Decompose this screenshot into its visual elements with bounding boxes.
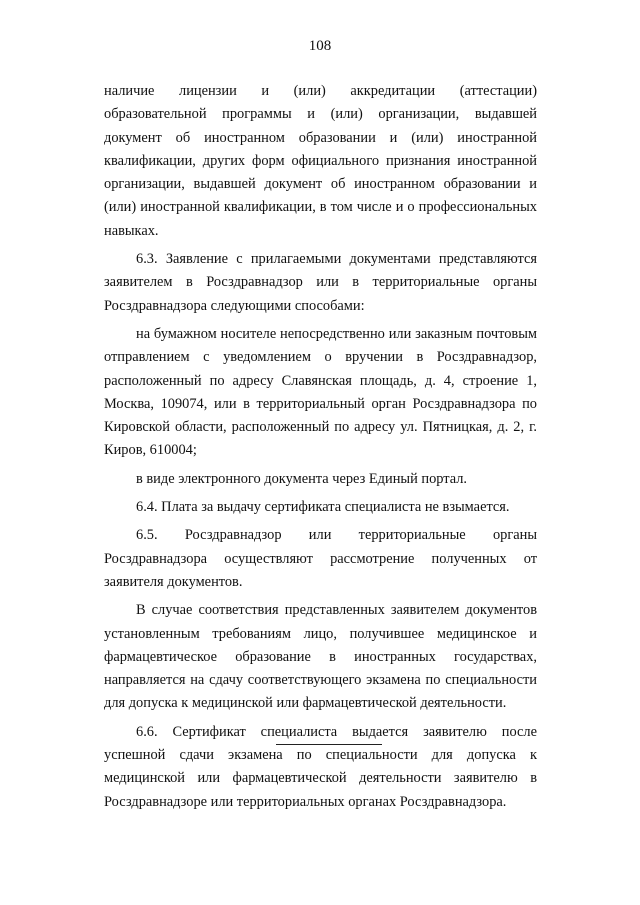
paragraph-6-6: 6.6. Сертификат специалиста выдается заявителю после успешной сдачи экзамена по специальности для допуска к медицинской или фармацевтической деятельности заявителю в Росздравнадзоре или территориальных органах Росздравнадзора. — [104, 723, 537, 810]
paragraph-6-5: 6.5. Росздравнадзор или территориальные органы Росздравнадзора осуществляют рассмотрение полученных от заявителя документов. — [104, 527, 537, 590]
paragraph-continuation: наличие лицензии и (или) аккредитации (аттестации) образовательной программы и (или) организации, выдавшей документ об иностранном образовании и (или) иностранной квалификации, других форм официального признания иностранной организации, выдавшей документ об иностранном образовании и (или) иностранной квалификации, в том числе и о профессиональных навыках. — [104, 83, 537, 239]
document-body — [104, 80, 537, 814]
page-number: 108 — [308, 38, 332, 54]
paragraph-electronic-submission: в виде электронного документа через Единый портал. — [136, 470, 468, 487]
paragraph-exam-referral: В случае соответствия представленных заявителем документов установленным требованиям лицо, получившее медицинское и фармацевтическое образование в иностранных государствах, направляется на сдачу соответствующего экзамена по специальности для допуска к медицинской или фармацевтической деятельности. — [104, 602, 537, 712]
paragraph-paper-submission: на бумажном носителе непосредственно или заказным почтовым отправлением с уведомлением о вручении в Росздравнадзор, расположенный по адресу Славянская площадь, д. 4, строение 1, Москва, 109074, или в территориальный орган Росздравнадзора по Кировской области, расположенный по адресу ул. Пятницкая, д. 2, г. Киров, 610004; — [104, 325, 537, 459]
paragraph-6-3: 6.3. Заявление с прилагаемыми документами представляются заявителем в Росздравнадзор или в территориальные органы Росздравнадзора следующими способами: — [104, 251, 537, 314]
end-divider-line — [276, 744, 382, 745]
paragraph-6-4: 6.4. Плата за выдачу сертификата специалиста не взымается. — [136, 499, 510, 516]
